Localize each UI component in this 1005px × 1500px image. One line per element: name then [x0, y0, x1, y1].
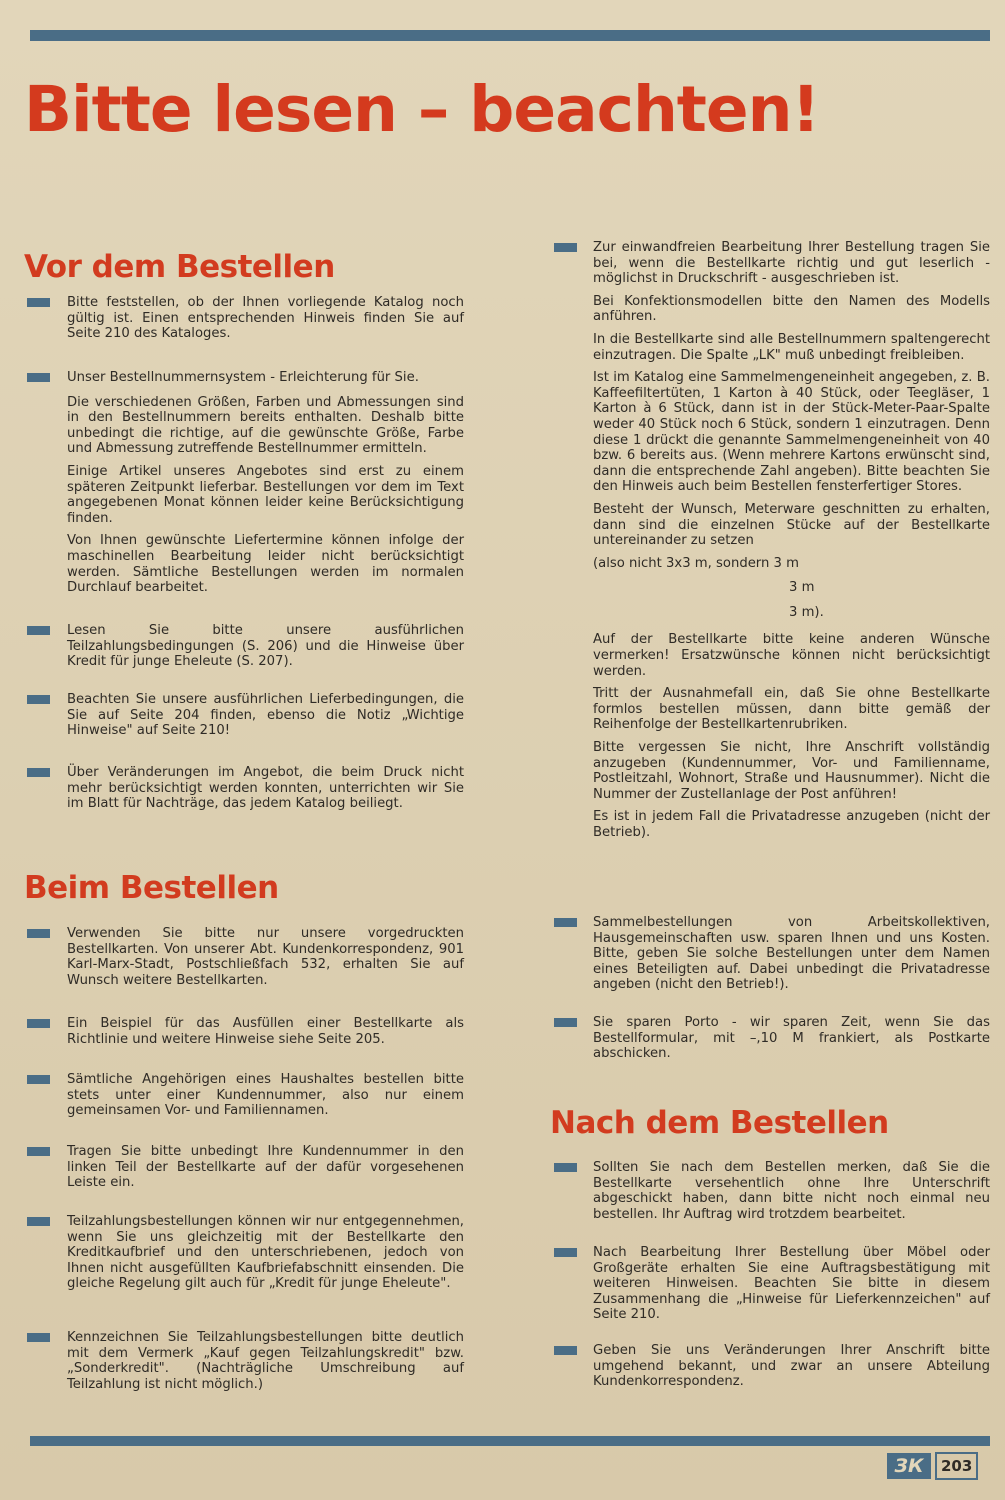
list-item	[24, 1072, 464, 1126]
list-item	[550, 1160, 990, 1229]
paragraph: Bitte vergessen Sie nicht, Ihre Anschrift vollständig anzugeben (Kundennummer, Vor- und Familienname, Postleitzahl, Wohnort, Straße und Hausnummer). Nicht die Nummer der Zustellanlage der Post anführen!	[593, 740, 990, 802]
paragraph: Auf der Bestellkarte bitte keine anderen Wünsche vermerken! Ersatzwünsche können nicht berücksichtigt werden.	[593, 632, 990, 679]
bullet-icon	[27, 1333, 50, 1342]
list-item	[24, 623, 464, 677]
list-item	[550, 1343, 990, 1397]
bullet-icon	[554, 1163, 577, 1172]
list-item	[24, 1214, 464, 1299]
top-rule	[30, 30, 990, 41]
page-title: Bitte lesen – beachten!	[24, 73, 820, 146]
paragraph: Sämtliche Angehörigen eines Haushaltes bestellen bitte stets unter einer Kundennummer, also nur einem gemeinsamen Vor- und Familiennamen.	[67, 1072, 464, 1119]
bullet-icon	[27, 695, 50, 704]
list-item	[550, 915, 990, 1000]
list-item	[550, 240, 990, 848]
bullet-icon	[554, 1346, 577, 1355]
bullet-icon	[554, 1018, 577, 1027]
bullet-icon	[27, 373, 50, 382]
paragraph: Unser Bestellnummernsystem - Erleichterung für Sie.	[67, 370, 419, 385]
paragraph: In die Bestellkarte sind alle Bestellnummern spaltengerecht einzutragen. Die Spalte „LK" muß unbedingt freibleiben.	[593, 331, 990, 363]
paragraph: Lesen Sie bitte unsere ausführlichen Teilzahlungsbedingungen (S. 206) und die Hinweise über Kredit für junge Eheleute (S. 207).	[67, 623, 464, 670]
bullet-icon	[27, 626, 50, 635]
list-item	[24, 1330, 464, 1399]
list-item	[24, 926, 464, 995]
heading-vor-dem-bestellen: Vor dem Bestellen	[24, 249, 335, 285]
bullet-icon	[27, 1019, 50, 1028]
paragraph: (also nicht 3x3 m, sondern 3 m	[593, 555, 799, 571]
list-item	[24, 765, 464, 819]
list-item	[24, 1016, 464, 1054]
list-item	[24, 1144, 464, 1198]
bullet-icon	[27, 929, 50, 938]
list-item	[24, 370, 464, 603]
paragraph: Kennzeichnen Sie Teilzahlungsbestellungen bitte deutlich mit dem Vermerk „Kauf gegen Teilzahlungskredit" bzw. „Sonderkredit". (Nachträgliche Umschreibung auf Teilzahlung ist nicht möglich.)	[67, 1330, 464, 1392]
paragraph: Sie sparen Porto - wir sparen Zeit, wenn Sie das Bestellformular, mit –,10 M frankiert, als Postkarte abschicken.	[593, 1015, 990, 1062]
bullet-icon	[554, 243, 577, 252]
paragraph: Sammelbestellungen von Arbeitskollektiven, Hausgemeinschaften usw. sparen Ihnen und uns Kosten. Bitte, geben Sie solche Bestellungen unter dem Namen eines Beteiligten auf. Dabei unbedingt die Privatadresse angeben (nicht den Betrieb!).	[593, 915, 990, 993]
paragraph: Beachten Sie unsere ausführlichen Lieferbedingungen, die Sie auf Seite 204 finden, ebenso die Notiz „Wichtige Hinweise" auf Seite 210!	[67, 692, 464, 739]
paragraph: Ein Beispiel für das Ausfüllen einer Bestellkarte als Richtlinie und weitere Hinweise siehe Seite 205.	[67, 1016, 464, 1047]
bottom-rule	[30, 1436, 990, 1446]
paragraph: Verwenden Sie bitte nur unsere vorgedruckten Bestellkarten. Von unserer Abt. Kundenkorrespondenz, 901 Karl-Marx-Stadt, Postschließfach 532, erhalten Sie auf Wunsch weitere Bestellkarten.	[67, 926, 464, 988]
bullet-icon	[27, 298, 50, 307]
bullet-icon	[27, 1147, 50, 1156]
page-number: 203	[935, 1452, 978, 1480]
paragraph: Tragen Sie bitte unbedingt Ihre Kundennummer in den linken Teil der Bestellkarte auf der dafür vorgesehenen Leiste ein.	[67, 1144, 464, 1191]
bullet-icon	[554, 918, 577, 927]
list-item	[550, 1245, 990, 1330]
paragraph: Einige Artikel unseres Angebotes sind erst zu einem späteren Zeitpunkt lieferbar. Bestellungen vor dem im Text angegebenen Monat können leider keine Berücksichtigung finden.	[67, 463, 464, 526]
paragraph: Über Veränderungen im Angebot, die beim Druck nicht mehr berücksichtigt werden konnten, unterrichten wir Sie im Blatt für Nachträge, das jedem Katalog beiliegt.	[67, 765, 464, 812]
paragraph: Die verschiedenen Größen, Farben und Abmessungen sind in den Bestellnummern bereits enthalten. Deshalb bitte unbedingt die richtige, auf die gewünschte Größe, Farbe und Abmessung zutreffende Bestellnummer ermitteln.	[67, 394, 464, 457]
bullet-icon	[27, 768, 50, 777]
paragraph: Es ist in jedem Fall die Privatadresse anzugeben (nicht der Betrieb).	[593, 809, 990, 840]
paragraph: Bei Konfektionsmodellen bitte den Namen des Modells anführen.	[593, 293, 990, 325]
publisher-logo-icon: ЗК	[887, 1453, 931, 1479]
paragraph: Besteht der Wunsch, Meterware geschnitten zu erhalten, dann sind die einzelnen Stücke auf der Bestellkarte untereinander zu setzen	[593, 501, 990, 549]
bullet-icon	[554, 1248, 577, 1257]
paragraph: Von Ihnen gewünschte Liefertermine können infolge der maschinellen Bearbeitung leider nicht berücksichtigt werden. Sämtliche Bestellungen werden im normalen Durchlauf bearbeitet.	[67, 533, 464, 596]
paragraph: Tritt der Ausnahmefall ein, daß Sie ohne Bestellkarte formlos bestellen müssen, dann bitte gemäß der Reihenfolge der Bestellkartenrubriken.	[593, 686, 990, 733]
paragraph: Sollten Sie nach dem Bestellen merken, daß Sie die Bestellkarte versehentlich ohne Ihre Unterschrift abgeschickt haben, dann bitte nicht noch einmal neu bestellen. Ihr Auftrag wird trotzdem bearbeitet.	[593, 1160, 990, 1222]
bullet-icon	[27, 1217, 50, 1226]
heading-beim-bestellen: Beim Bestellen	[24, 870, 279, 906]
paragraph: 3 m	[789, 580, 815, 596]
list-item	[550, 1015, 990, 1069]
list-item	[24, 692, 464, 746]
paragraph: Geben Sie uns Veränderungen Ihrer Anschrift bitte umgehend bekannt, und zwar an unsere Abteilung Kundenkorrespondenz.	[593, 1343, 990, 1390]
paragraph: Ist im Katalog eine Sammelmengeneinheit angegeben, z. B. Kaffeefiltertüten, 1 Karton à 40 Stück, oder Teegläser, 1 Karton à 6 Stück, dann ist in der Stück-Meter-Paar-Spalte weder 40 Stück noch 6 Stück, sondern 1 einzutragen. Denn diese 1 drückt die genannte Sammelmengeneinheit von 40 bzw. 6 bereits aus. (Wenn mehrere Kartons erwünscht sind, dann die entsprechende Zahl angeben). Bitte beachten Sie den Hinweis auch beim Bestellen fensterfertiger Stores.	[593, 370, 990, 495]
paragraph: Bitte feststellen, ob der Ihnen vorliegende Katalog noch gültig ist. Einen entsprechenden Hinweis finden Sie auf Seite 210 des Kataloges.	[67, 295, 464, 342]
heading-nach-dem-bestellen: Nach dem Bestellen	[550, 1105, 889, 1141]
list-item	[24, 295, 464, 349]
paragraph: Teilzahlungsbestellungen können wir nur entgegennehmen, wenn Sie uns gleichzeitig mit der Bestellkarte den Kreditkaufbrief und den unterschriebenen, jedoch von Ihnen nicht ausgefüllten Kaufbriefabschnitt einsenden. Die gleiche Regelung gilt auch für „Kredit für junge Eheleute".	[67, 1214, 464, 1292]
paragraph: 3 m).	[789, 604, 824, 620]
paragraph: Zur einwandfreien Bearbeitung Ihrer Bestellung tragen Sie bei, wenn die Bestellkarte richtig und gut leserlich - möglichst in Druckschrift - ausgeschrieben ist.	[593, 240, 990, 287]
page-footer	[887, 1452, 978, 1480]
paragraph: Nach Bearbeitung Ihrer Bestellung über Möbel oder Großgeräte erhalten Sie eine Auftragsbestätigung mit weiteren Hinweisen. Beachten Sie bitte in diesem Zusammenhang die „Hinweise für Lieferkennzeichen" auf Seite 210.	[593, 1245, 990, 1323]
bullet-icon	[27, 1075, 50, 1084]
